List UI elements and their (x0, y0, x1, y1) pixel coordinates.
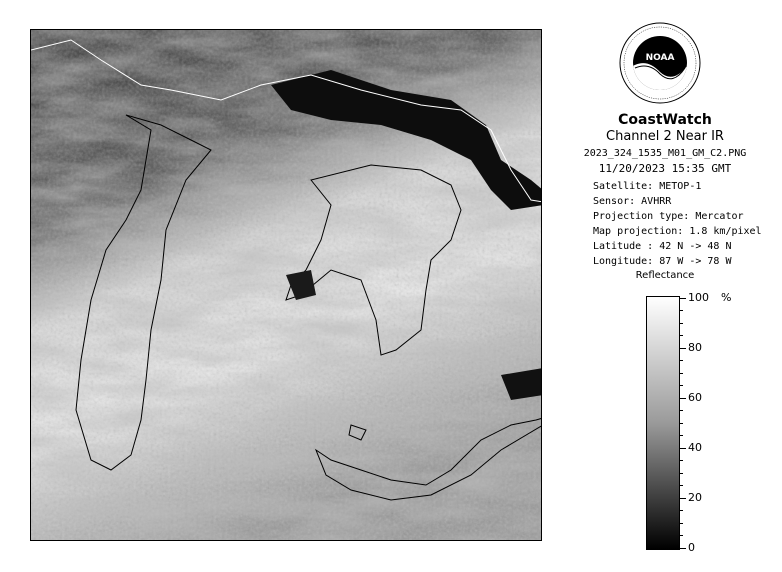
colorbar-tick (679, 348, 686, 349)
colorbar-tick-label: 80 (688, 341, 702, 354)
colorbar-minor-tick (679, 410, 683, 411)
colorbar-minor-tick (679, 423, 683, 424)
image-filename: 2023_324_1535_M01_GM_C2.PNG (583, 148, 747, 159)
colorbar-tick-label: 0 (688, 541, 695, 554)
colorbar-tick-label: 20 (688, 491, 702, 504)
image-datetime: 11/20/2023 15:35 GMT (598, 162, 732, 175)
colorbar-tick-label: 60 (688, 391, 702, 404)
sensor-info: Sensor: AVHRR (593, 196, 672, 207)
colorbar-minor-tick (679, 373, 683, 374)
colorbar-tick (679, 548, 686, 549)
colorbar-minor-tick (679, 523, 683, 524)
map-projection-info: Map projection: 1.8 km/pixel (593, 226, 762, 237)
colorbar-minor-tick (679, 360, 683, 361)
colorbar-label: Reflectance (635, 270, 695, 281)
projection-type-info: Projection type: Mercator (593, 211, 744, 222)
noaa-logo-icon (619, 22, 701, 104)
colorbar-minor-tick (679, 310, 683, 311)
latitude-info: Latitude : 42 N -> 48 N (593, 241, 732, 252)
colorbar-unit: % (721, 291, 732, 304)
colorbar-minor-tick (679, 510, 683, 511)
reflectance-colorbar (646, 296, 680, 550)
colorbar-minor-tick (679, 435, 683, 436)
colorbar-minor-tick (679, 473, 683, 474)
colorbar-minor-tick (679, 385, 683, 386)
colorbar-tick (679, 498, 686, 499)
colorbar-minor-tick (679, 535, 683, 536)
colorbar-tick (679, 448, 686, 449)
logo-text: NOAA (645, 53, 675, 63)
colorbar-minor-tick (679, 335, 683, 336)
product-title: CoastWatch (618, 112, 712, 128)
colorbar-minor-tick (679, 485, 683, 486)
channel-subtitle: Channel 2 Near IR (606, 129, 724, 144)
colorbar-minor-tick (679, 460, 683, 461)
colorbar-minor-tick (679, 323, 683, 324)
colorbar-tick (679, 398, 686, 399)
satellite-image (31, 30, 542, 541)
colorbar-tick (679, 298, 686, 299)
satellite-image-map (30, 29, 542, 541)
colorbar-tick-label: 100 (688, 291, 709, 304)
colorbar-tick-label: 40 (688, 441, 702, 454)
longitude-info: Longitude: 87 W -> 78 W (593, 256, 732, 267)
satellite-info: Satellite: METOP-1 (593, 181, 702, 192)
